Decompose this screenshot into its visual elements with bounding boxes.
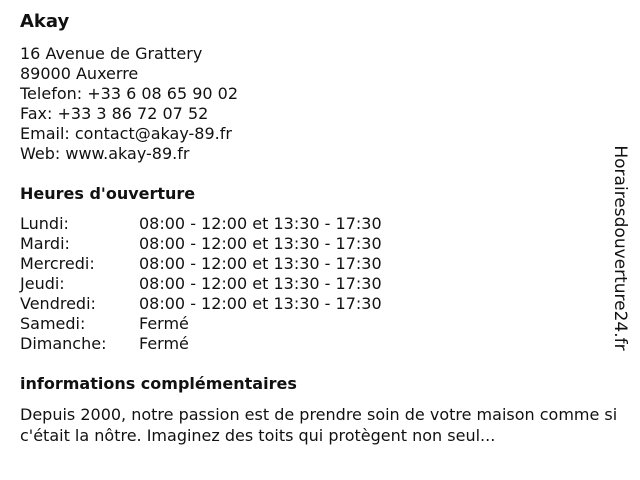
day-hours: Fermé [139, 314, 189, 333]
opening-hours-heading: Heures d'ouverture [20, 184, 196, 203]
hours-row-vendredi [20, 294, 382, 314]
day-label: Jeudi: [20, 274, 65, 293]
day-label: Lundi: [20, 214, 69, 233]
site-watermark: Horairesdouverture24.fr [610, 145, 630, 351]
phone-number[interactable]: Telefon: +33 6 08 65 90 02 [20, 84, 239, 103]
day-label: Dimanche: [20, 334, 107, 353]
hours-row-samedi [20, 314, 382, 334]
hours-row-mardi [20, 234, 382, 254]
email-address[interactable]: Email: contact@akay-89.fr [20, 124, 232, 143]
day-label: Vendredi: [20, 294, 96, 313]
day-hours: 08:00 - 12:00 et 13:30 - 17:30 [139, 294, 382, 313]
opening-hours-table [20, 214, 382, 354]
day-hours: 08:00 - 12:00 et 13:30 - 17:30 [139, 274, 382, 293]
additional-info-heading: informations complémentaires [20, 374, 297, 393]
hours-row-mercredi [20, 254, 382, 274]
day-label: Samedi: [20, 314, 86, 333]
day-hours: 08:00 - 12:00 et 13:30 - 17:30 [139, 214, 382, 233]
hours-row-dimanche [20, 334, 382, 354]
business-name: Akay [20, 11, 70, 32]
day-label: Mercredi: [20, 254, 95, 273]
hours-row-lundi [20, 214, 382, 234]
additional-info-text: Depuis 2000, notre passion est de prendre soin de votre maison comme si c'était la nôtre. Imaginez des toits qui protègent non seul... [20, 405, 618, 445]
hours-row-jeudi [20, 274, 382, 294]
fax-number: Fax: +33 3 86 72 07 52 [20, 104, 209, 123]
day-hours: Fermé [139, 334, 189, 353]
website-link[interactable]: Web: www.akay-89.fr [20, 144, 190, 163]
contact-block [20, 44, 238, 164]
day-hours: 08:00 - 12:00 et 13:30 - 17:30 [139, 254, 382, 273]
day-label: Mardi: [20, 234, 70, 253]
address-city: 89000 Auxerre [20, 64, 139, 83]
day-hours: 08:00 - 12:00 et 13:30 - 17:30 [139, 234, 382, 253]
address-street: 16 Avenue de Grattery [20, 44, 203, 63]
